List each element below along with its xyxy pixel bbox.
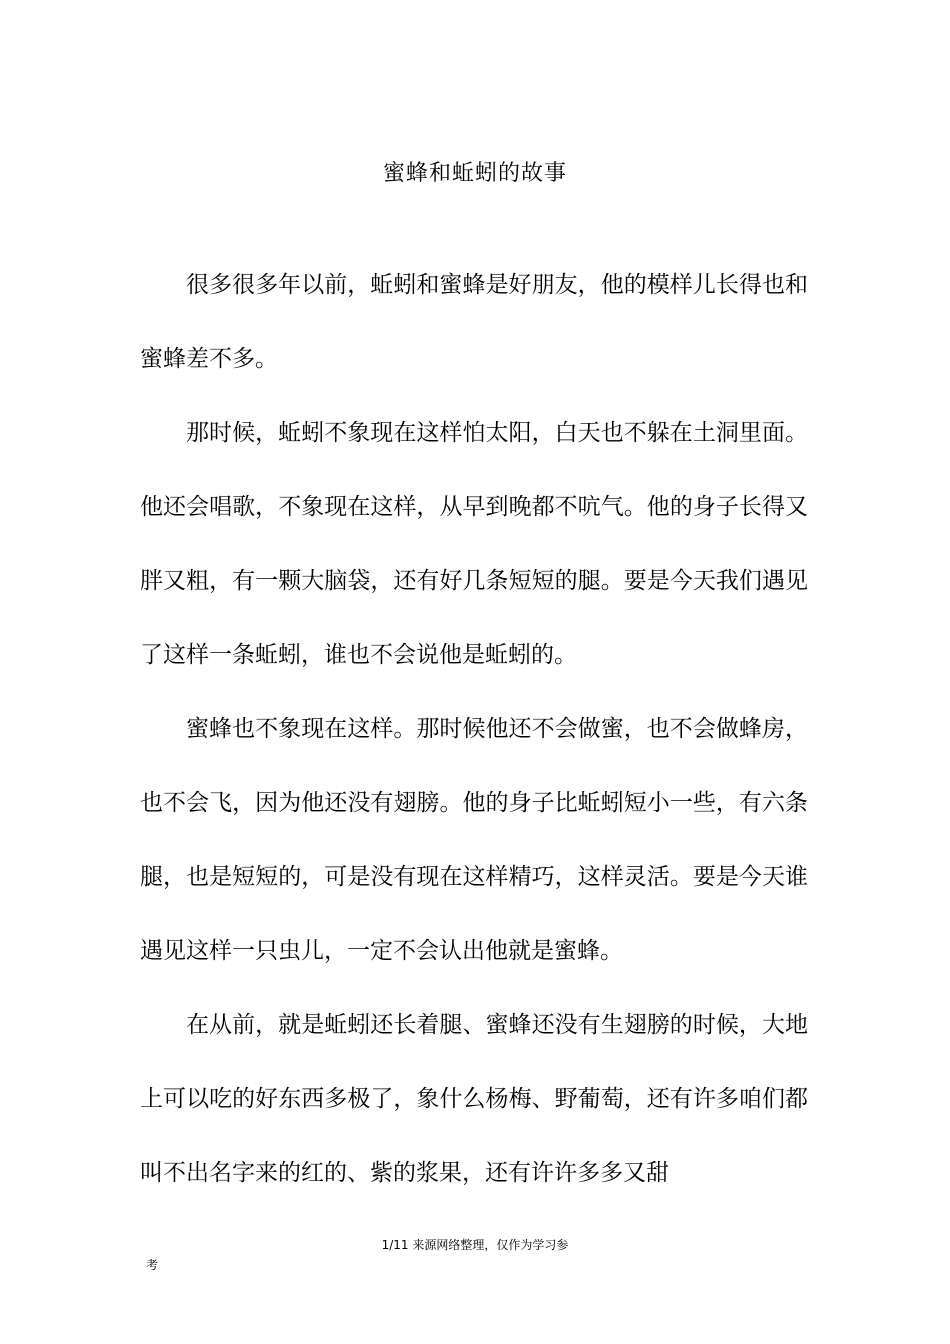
paragraph-3: 蜜蜂也不象现在这样。那时候他还不会做蜜，也不会做蜂房，也不会飞，因为他还没有翅膀。他的身子比蚯蚓短小一些，有六条腿，也是短短的，可是没有现在这样精巧，这样灵活。要是今天谁遇见这样一只虫儿，一定不会认出他就是蜜蜂。	[140, 716, 808, 964]
document-body	[140, 248, 808, 1210]
paragraph-2: 那时候，蚯蚓不象现在这样怕太阳，白天也不躲在土洞里面。他还会唱歌，不象现在这样，从早到晚都不吭气。他的身子长得又胖又粗，有一颗大脑袋，还有好几条短短的腿。要是今天我们遇见了这样一条蚯蚓，谁也不会说他是蚯蚓的。	[140, 420, 808, 668]
document-title: 蜜蜂和蚯蚓的故事	[382, 161, 567, 186]
paragraph-1: 很多很多年以前，蚯蚓和蜜蜂是好朋友，他的模样儿长得也和蜜蜂差不多。	[140, 272, 808, 372]
page-footer-continuation: 考	[146, 1258, 159, 1272]
page-footer: 1/11 来源网络整理，仅作为学习参	[381, 1238, 569, 1252]
paragraph-4: 在从前，就是蚯蚓还长着腿、蜜蜂还没有生翅膀的时候，大地上可以吃的好东西多极了，象什么杨梅、野葡萄，还有许多咱们都叫不出名字来的红的、紫的浆果，还有许许多多又甜	[140, 1012, 808, 1186]
